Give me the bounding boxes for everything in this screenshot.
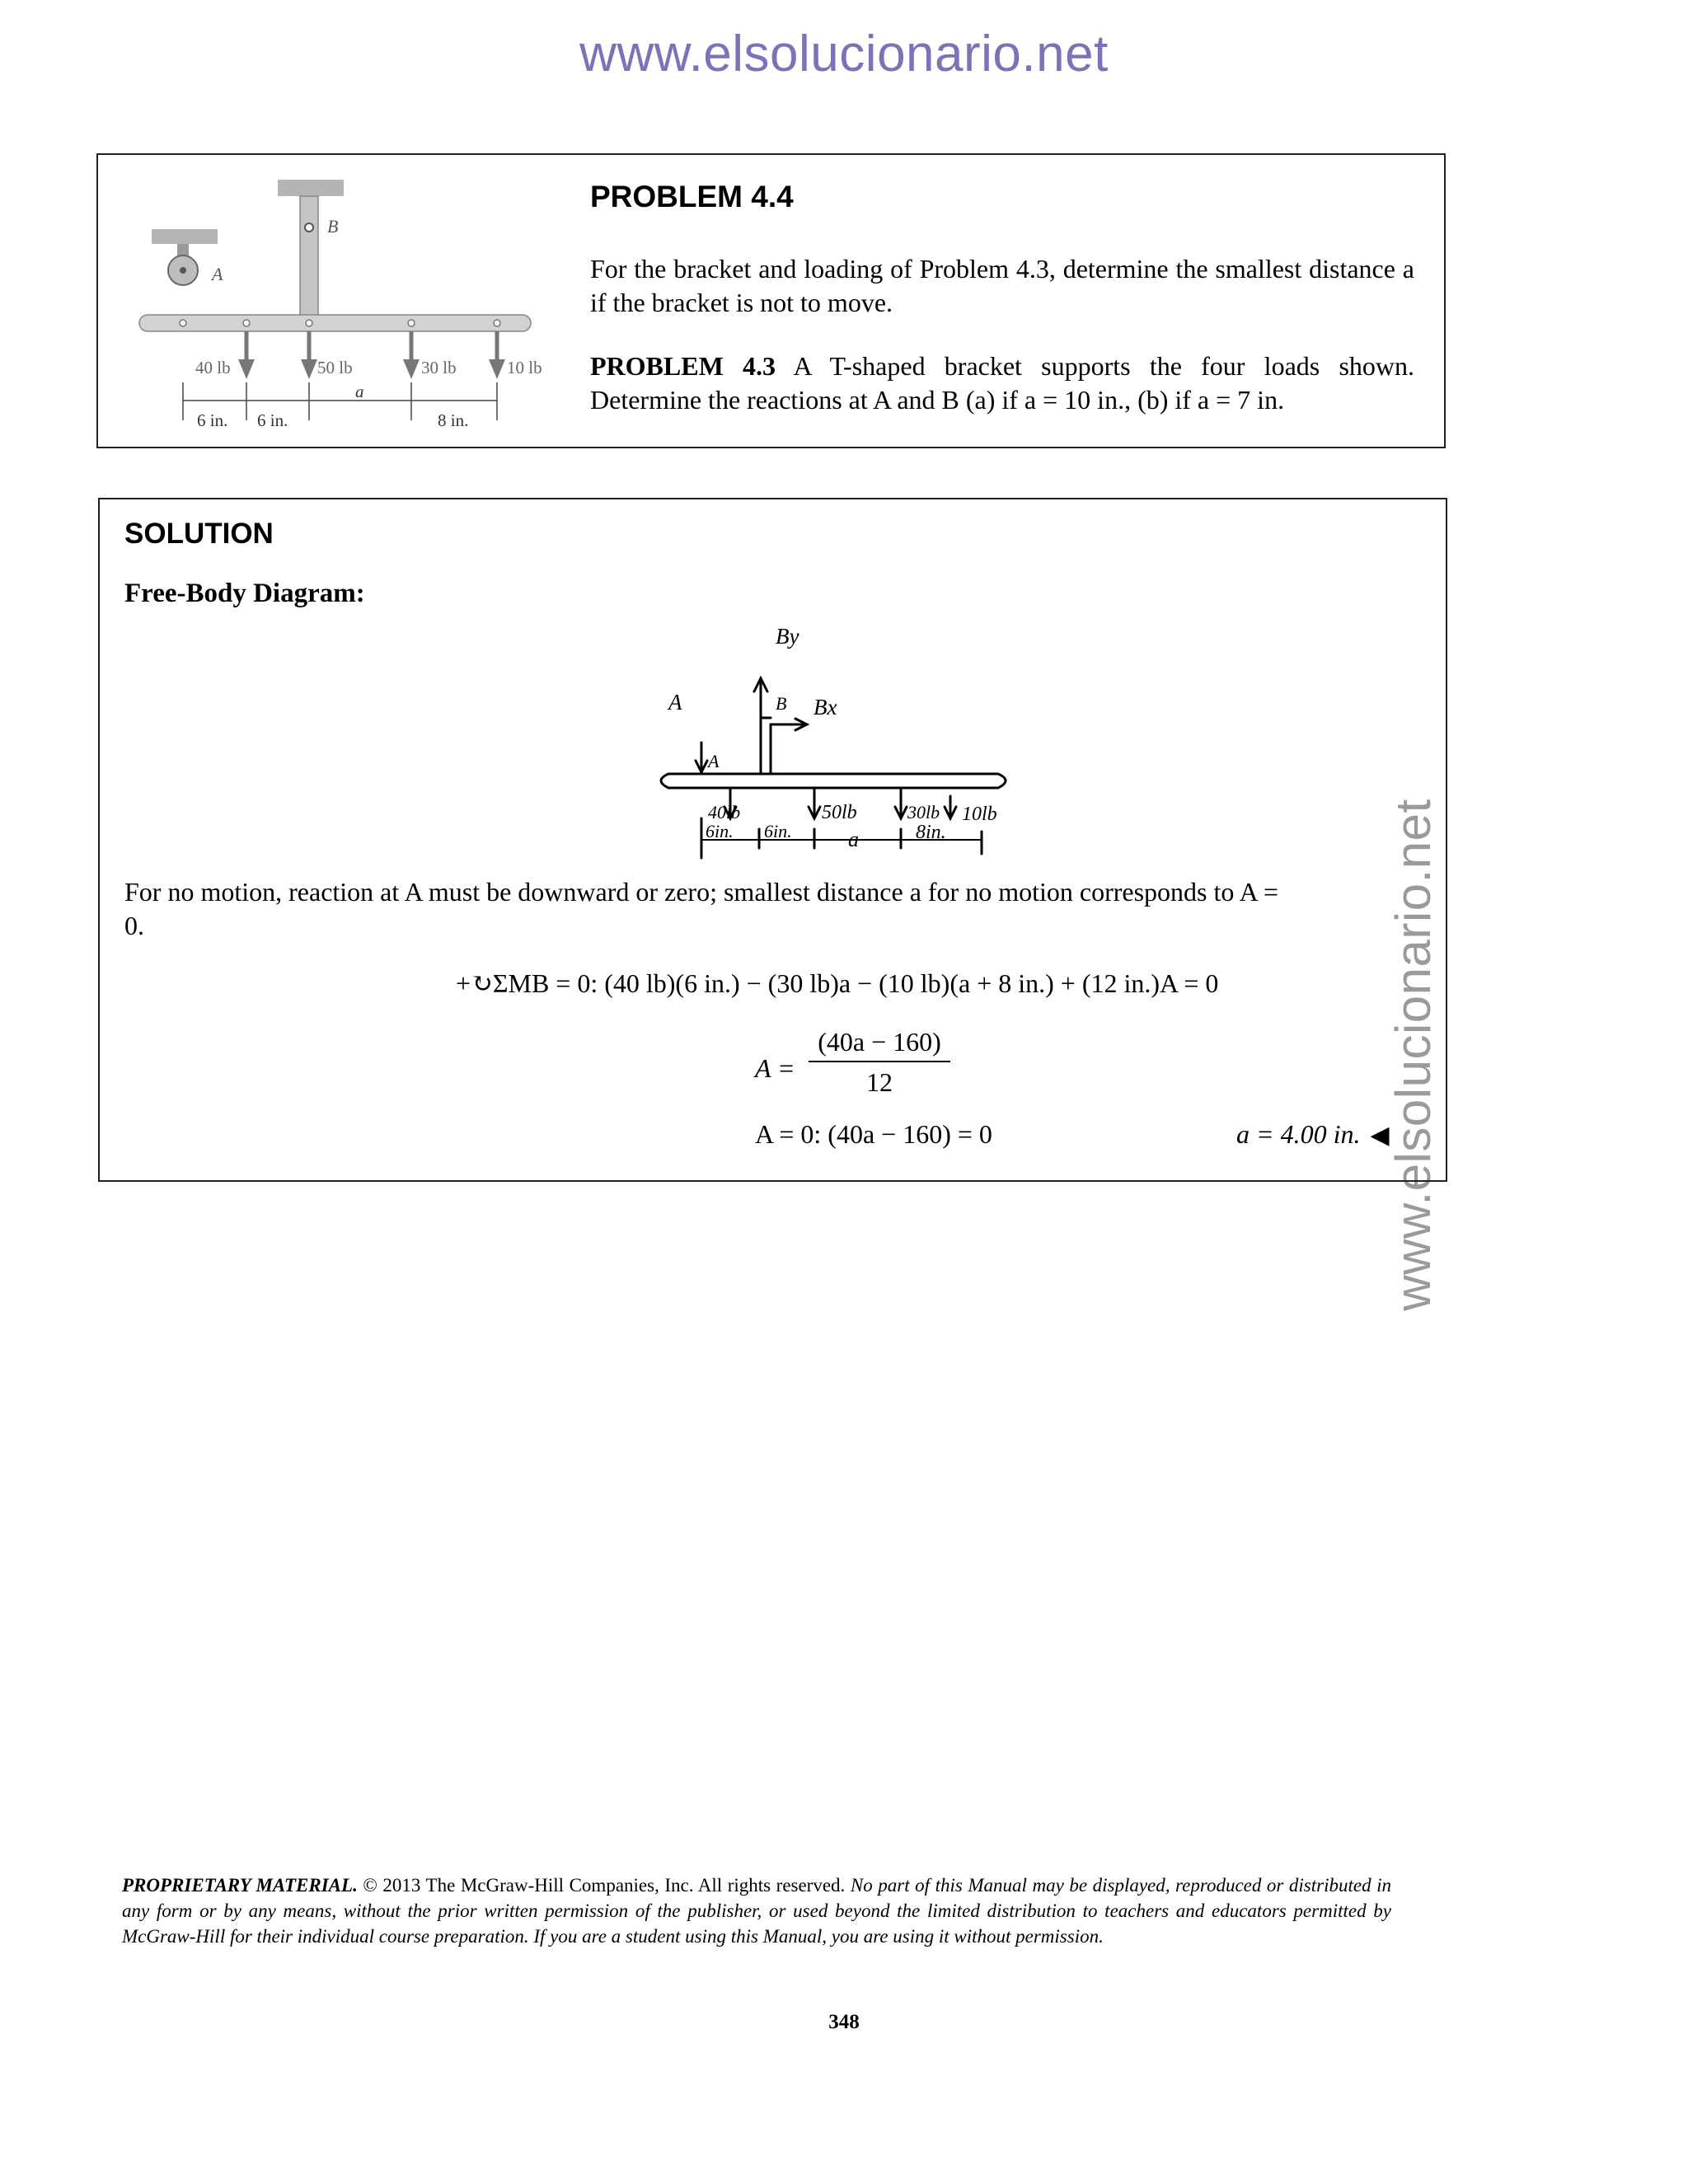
solution-box <box>98 498 1447 1182</box>
fbd-beam <box>661 774 1006 788</box>
fbd-label-by: By <box>776 624 799 649</box>
solution-statement: For no motion, reaction at A must be downward or zero; smallest distance a for no motion corresponds to A = 0. <box>124 877 1279 940</box>
answer-marker-icon: ◀ <box>1370 1121 1390 1150</box>
bracket-post <box>300 196 318 320</box>
bracket-beam <box>139 315 531 331</box>
problem-reference-text: A T-shaped bracket supports the four loads shown. Determine the reactions at A and B (a) if a = 10 in., (b) if a = 7 in. <box>590 351 1414 415</box>
watermark-side: www.elsolucionario.net <box>1386 799 1441 1311</box>
problem-title: PROBLEM 4.4 <box>590 180 794 213</box>
label-b: B <box>327 216 339 237</box>
zero-condition-equation: A = 0: (40a − 160) = 0 <box>755 1119 992 1149</box>
dim-label-a: a <box>355 382 364 401</box>
page-number: 348 <box>828 2011 860 2033</box>
problem-reference <box>590 349 1414 417</box>
ceiling-b <box>278 180 344 196</box>
fraction-denominator: 12 <box>866 1067 893 1097</box>
load-label-50: 50 lb <box>317 358 353 377</box>
moment-equation: +↻ΣMB = 0: (40 lb)(6 in.) − (30 lb)a − (10 lb)(a + 8 in.) + (12 in.)A = 0 <box>456 968 1219 998</box>
load-label-10: 10 lb <box>507 358 542 377</box>
footer-label: PROPRIETARY MATERIAL. <box>122 1875 358 1896</box>
final-answer <box>1236 1119 1390 1150</box>
load-label-40: 40 lb <box>195 358 231 377</box>
load-label-30: 30 lb <box>421 358 457 377</box>
fbd-label-a-top: A <box>668 690 682 715</box>
fbd-dim-2: 6in. <box>764 821 792 841</box>
equation-a-lhs-text: A = <box>755 1053 795 1083</box>
fraction-numerator: (40a − 160) <box>809 1027 950 1062</box>
dim-label-2: 6 in. <box>257 410 288 427</box>
fbd-label-a: A <box>708 751 720 771</box>
free-body-diagram <box>570 619 1031 866</box>
dim-label-8: 8 in. <box>438 410 469 427</box>
fbd-load-40: 40lb <box>708 802 741 823</box>
watermark-top: www.elsolucionario.net <box>579 26 1109 82</box>
fbd-label-b: B <box>776 693 787 714</box>
equation-a-fraction <box>809 1027 950 1098</box>
label-a: A <box>212 264 223 284</box>
fbd-label-bx: Bx <box>814 695 837 719</box>
pin-b <box>305 223 313 232</box>
fbd-sketch <box>570 619 1031 866</box>
ceiling-a <box>152 229 218 244</box>
fbd-dim-1: 6in. <box>706 821 734 841</box>
fbd-load-10: 10lb <box>962 804 997 825</box>
load-arrow-30 <box>403 359 420 379</box>
footer-copyright: © 2013 The McGraw-Hill Companies, Inc. All rights reserved. <box>363 1875 846 1896</box>
dim-label-1: 6 in. <box>197 410 228 427</box>
footer-text: No part of this Manual may be displayed, reproduced or distributed in any form or by any means, without the prior written permission of the publisher, or used beyond the limited distribution to teachers and educators permitted by McGraw-Hill for their individual course preparation. If you are a student using this Manual, you are using it without permission. <box>122 1875 1392 1947</box>
fbd-dim-a: a <box>848 827 859 851</box>
load-arrow-40 <box>238 359 255 379</box>
footer-notice <box>122 1872 1391 1949</box>
fbd-load-50: 50lb <box>822 802 857 823</box>
final-answer-value: a = 4.00 in. <box>1236 1119 1361 1149</box>
fbd-label: Free-Body Diagram: <box>124 579 365 608</box>
load-arrow-50 <box>301 359 317 379</box>
problem-text: For the bracket and loading of Problem 4.3, determine the smallest distance a if the bracket is not to move. <box>590 254 1414 317</box>
solution-title: SOLUTION <box>124 518 274 550</box>
bracket-diagram <box>123 180 601 427</box>
load-arrow-10 <box>489 359 505 379</box>
problem-box <box>96 153 1446 448</box>
fbd-load-30: 30lb <box>907 802 940 823</box>
equation-a-lhs <box>755 1053 795 1084</box>
problem-reference-label: PROBLEM 4.3 <box>590 351 776 381</box>
bracket-figure <box>123 180 601 427</box>
fbd-dim-8: 8in. <box>916 822 946 843</box>
